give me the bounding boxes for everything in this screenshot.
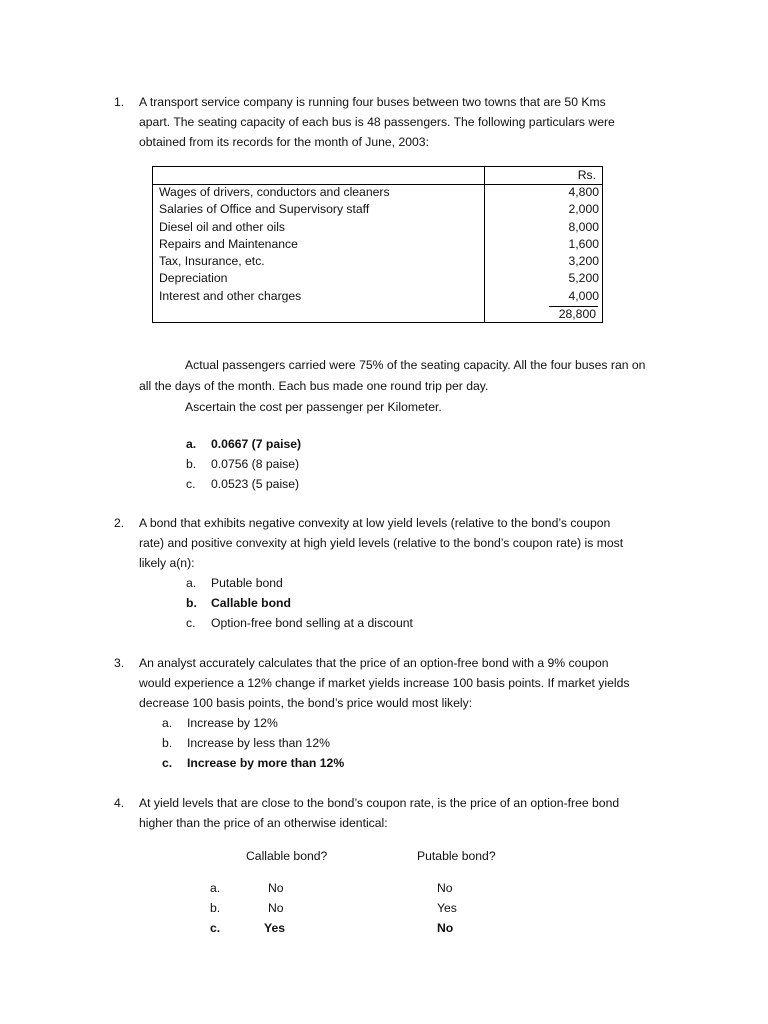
cost-label: Interest and other charges [159,288,302,303]
option-text: Increase by more than 12% [187,756,345,770]
cost-label: Wages of drivers, conductors and cleaners [159,185,390,199]
table-row [159,270,599,287]
option-text: Putable bond [211,576,283,590]
cost-label: Depreciation [159,271,228,286]
question-2-options [186,573,413,633]
question-number: 1. [114,95,125,109]
question-text-line: higher than the price of an otherwise identical: [139,816,388,830]
option-text: Increase by 12% [187,716,278,730]
answer-option [162,733,344,753]
table-row [159,288,599,305]
answer-option [186,573,413,593]
row-letter: c. [210,921,221,935]
scenario-line: Actual passengers carried were 75% of the seating capacity. All the four buses ran on [185,358,646,372]
table-row [159,253,599,270]
question-text-line: obtained from its records for the month of June, 2003: [139,135,429,149]
option-text: 0.0756 (8 paise) [211,457,300,471]
option-letter: c. [186,477,196,491]
cost-amount: 2,000 [568,202,599,217]
scenario-line: Ascertain the cost per passenger per Kilometer. [185,400,442,414]
row-letter: b. [210,901,221,915]
cost-amount: 3,200 [568,254,599,269]
cost-label: Salaries of Office and Supervisory staff [159,202,370,217]
callable-answer: Yes [264,921,286,935]
answer-option [162,713,344,733]
question-text-line: would experience a 12% change if market yields increase 100 basis points. If market yields [139,676,630,690]
question-number: 2. [114,516,125,530]
putable-answer: Yes [437,901,457,915]
putable-answer: No [437,921,454,935]
question-text-line: likely a(n): [139,556,195,570]
answer-option [162,753,344,773]
question-1 [114,92,674,152]
option-letter: b. [186,596,197,610]
question-text-line: decrease 100 basis points, the bond’s price would most likely: [139,696,473,710]
cost-amount: 8,000 [568,219,599,234]
answer-option [186,434,301,454]
table-row [159,219,599,236]
cost-label: Repairs and Maintenance [159,236,298,251]
cost-amount: 5,200 [568,271,599,286]
option-letter: b. [186,457,197,471]
option-letter: a. [186,437,197,451]
option-letter: a. [186,576,197,590]
option-text: Callable bond [211,596,291,610]
question-number: 4. [114,796,125,810]
question-3 [114,653,674,713]
question-number: 3. [114,656,125,670]
question-1-scenario [139,355,679,418]
question-text-line: apart. The seating capacity of each bus is 48 passengers. The following particulars were [139,115,615,129]
question-4 [114,793,674,833]
putable-answer: No [437,881,453,895]
option-text: 0.0523 (5 paise) [211,477,300,491]
answer-option [186,613,413,633]
answer-option [186,474,301,494]
question-text-line: A bond that exhibits negative convexity at low yield levels (relative to the bond’s coupon [139,516,611,530]
cost-label: Diesel oil and other oils [159,219,286,234]
question-3-options [162,713,344,773]
putable-header: Putable bond? [417,849,496,863]
table-row [159,201,599,218]
option-text: 0.0667 (7 paise) [211,437,302,451]
question-text-line: rate) and positive convexity at high yield levels (relative to the bond’s coupon rate) is most [139,536,624,550]
question-1-options [186,434,301,494]
option-letter: c. [186,616,196,630]
cost-amount: 1,600 [568,236,599,251]
callable-answer: No [268,901,284,915]
currency-header: Rs. [577,168,596,182]
cost-total: 28,800 [558,307,596,321]
option-text: Increase by less than 12% [187,736,330,750]
option-letter: c. [162,756,173,770]
answer-option [186,593,413,613]
cost-amount: 4,800 [568,185,599,199]
option-letter: b. [162,736,173,750]
question-text-line: A transport service company is running four buses between two towns that are 50 Kms [139,95,606,109]
question-2 [114,513,674,573]
cost-label: Tax, Insurance, etc. [159,254,265,269]
callable-header: Callable bond? [246,849,328,863]
table-row [159,184,599,201]
option-text: Option-free bond selling at a discount [211,616,413,630]
scenario-line: all the days of the month. Each bus made one round trip per day. [139,379,489,393]
option-letter: a. [162,716,173,730]
table-row [159,236,599,253]
question-text-line: At yield levels that are close to the bond’s coupon rate, is the price of an option-free bond [139,796,620,810]
answer-option [186,454,301,474]
question-text-line: An analyst accurately calculates that the price of an option-free bond with a 9% coupon [139,656,609,670]
callable-answer: No [268,881,284,895]
cost-amount: 4,000 [568,288,599,303]
cost-table [152,166,603,323]
row-letter: a. [210,881,221,895]
